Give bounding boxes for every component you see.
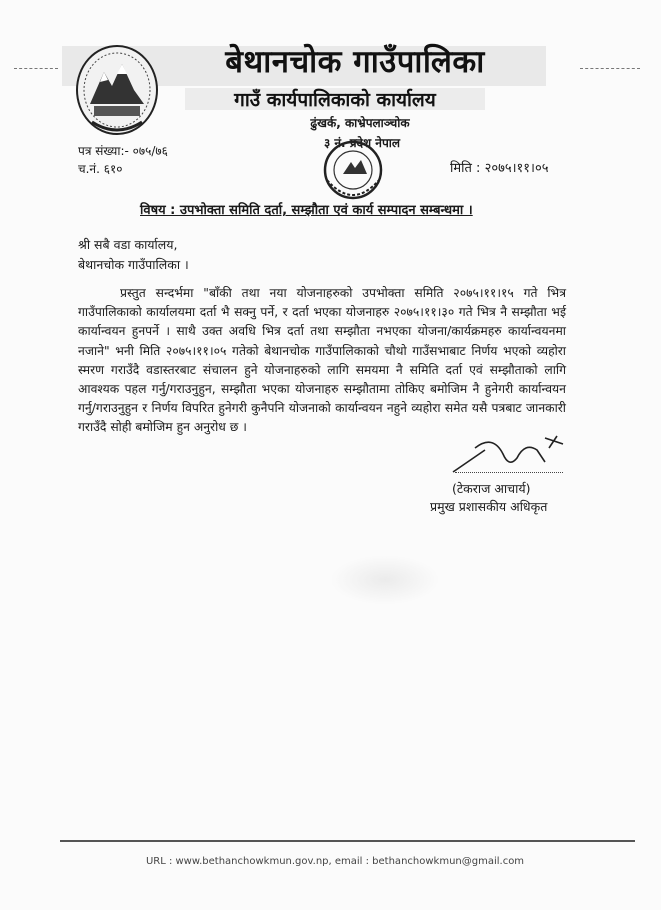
recipient-line-1: श्री सबै वडा कार्यालय, xyxy=(78,237,178,252)
footer-contact: URL : www.bethanchowkmun.gov.np, email : bethanchowkmun@gmail.com xyxy=(145,856,525,867)
municipality-name: बेथानचोक गाउँपालिका xyxy=(225,44,485,80)
address-line-1: ढुंखर्क, काभ्रेपलाञ्चोक xyxy=(310,116,410,130)
address-line-2: ३ नं. प्रदेश नेपाल xyxy=(323,136,401,150)
top-left-dash xyxy=(14,68,58,69)
bleed-through-smudge xyxy=(330,555,440,605)
letter-subject: विषय : उपभोक्ता समिति दर्ता, सम्झौता एवं कार्य सम्पादन सम्बन्धमा । xyxy=(140,203,473,218)
letter-date: मिति : २०७५।११।०५ xyxy=(450,161,549,176)
signature-line xyxy=(455,472,563,473)
letter-number: पत्र संख्या:- ०७५/७६ xyxy=(78,144,168,158)
nepal-emblem-icon xyxy=(72,42,162,142)
signer-designation: प्रमुख प्रशासकीय अधिकृत xyxy=(430,499,548,514)
footer-rule xyxy=(60,840,635,842)
office-seal-icon xyxy=(305,140,401,206)
letter-body: प्रस्तुत सन्दर्भमा "बाँकी तथा नया योजनाहरुको उपभोक्ता समिति २०७५।११।१५ गते भित्र गाउँपालिकाको कार्यालयमा दर्ता भै सक्नु पर्ने, र दर्ता भएका योजनाहरु २०७५।११।३० गते भित्र नै सम्झौता भई कार्यान्वयन हुनपर्ने । साथै उक्त अवधि भित्र दर्ता तथा सम्झौता नभएका योजना/कार्यक्रमहरु कार्यान्वयनमा नजाने" भनी मिति २०७५।११।०५ गतेको बेथानचोक गाउँपालिकाको चौथो गाउँसभाबाट निर्णय भएको व्यहोरा स्मरण गराउँदै वडास्तरबाट संचालन हुने योजनाहरुको लागि समयमा नै समिति दर्ता एवं सम्झौताको लागि आवश्यक पहल गर्नु/गराउनुहुन, सम्झौता भएका योजनाहरु सम्झौतामा तोकिए बमोजिम नै हुनेगरी कार्यान्वयन गर्नु/गराउनुहुन र निर्णय विपरित हुनेगरी कुनैपनि योजनाको कार्यान्वयन नहुने व्यहोरा समेत यसै पत्रबाट जानकारी गराउँदै सोही बमोजिम हुन अनुरोध छ । xyxy=(78,286,567,435)
recipient-line-2: बेथानचोक गाउँपालिका । xyxy=(78,257,189,272)
signer-name: (टेकराज आचार्य) xyxy=(452,481,531,496)
top-right-dash xyxy=(580,68,640,69)
dispatch-number: च.नं. ६१० xyxy=(78,162,123,176)
office-name: गाउँ कार्यपालिकाको कार्यालय xyxy=(234,89,436,111)
